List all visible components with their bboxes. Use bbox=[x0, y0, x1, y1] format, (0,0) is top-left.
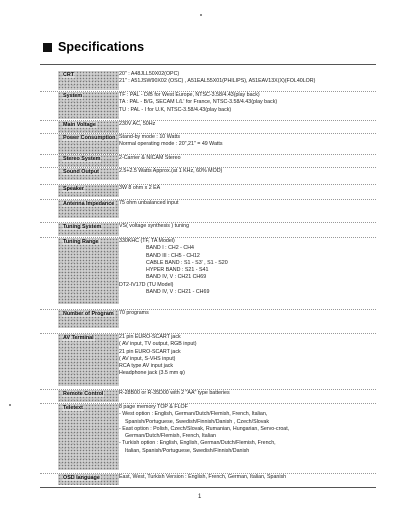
spec-row bbox=[40, 92, 376, 119]
spec-value-line: 2.5+2.5 Watts Approx.(at 1 KHz, 60% MOD) bbox=[119, 168, 223, 174]
spec-label-cell bbox=[58, 404, 119, 470]
spec-value-line: Italian, Spanish/Portuguese, Swedish/Finnish/Danish bbox=[125, 447, 250, 454]
scan-speck bbox=[200, 14, 202, 16]
spec-value-line: - East option : Polish, Czech/Slovak, Rumanian, Hungarian, Servo-croat, bbox=[119, 425, 290, 432]
spec-value-line: 3W 8 ohm x 2 EA bbox=[119, 185, 161, 191]
spec-value-line: - Turkish option : English, English, German/Dutch/Flemish, French, bbox=[119, 440, 276, 447]
spec-label-cell bbox=[58, 390, 119, 402]
spec-value-line: Normal operating mode : 20",21" = 49 Watts bbox=[119, 141, 223, 148]
spec-label: Tuning System bbox=[63, 224, 102, 230]
spec-value-line: 21 pin EURO-SCART jack bbox=[119, 348, 181, 355]
spec-label: Main Voltage bbox=[63, 122, 96, 128]
spec-value-line: 70 programs bbox=[119, 310, 149, 316]
top-rule bbox=[40, 64, 376, 65]
row-divider bbox=[40, 120, 376, 121]
spec-label: Antenna Impedance bbox=[63, 201, 115, 207]
spec-value-line: 21 pin EURO-SCART jack bbox=[119, 334, 181, 340]
spec-row bbox=[40, 121, 376, 133]
spec-label: Sound Output bbox=[63, 169, 99, 175]
spec-value-line: Spanish/Portuguese, Swedish/Finnish/Danish , Czech/Slovak bbox=[125, 418, 269, 425]
spec-value-line: 21" : A51JSW90X02 (OSC) , A51EAL55X01(PHILIPS), A51EAV13X(X)(FOL40LOR) bbox=[119, 78, 316, 85]
spec-label: CRT bbox=[63, 72, 75, 78]
spec-label-cell bbox=[58, 71, 119, 90]
spec-value-line: East, West, Turkish Version : English, French, German, Italian, Spanish bbox=[119, 474, 287, 480]
spec-label-cell bbox=[58, 134, 119, 154]
spec-value-line: 330KHC (TF, TA Model) bbox=[119, 238, 175, 244]
spec-values bbox=[119, 185, 160, 192]
spec-label-cell bbox=[58, 185, 119, 197]
spec-row bbox=[40, 185, 376, 197]
row-divider bbox=[40, 309, 376, 310]
page-number: 1 bbox=[198, 494, 202, 500]
spec-row bbox=[40, 334, 376, 386]
spec-label-cell bbox=[58, 155, 119, 167]
spec-row bbox=[40, 310, 376, 328]
spec-values bbox=[119, 121, 155, 128]
spec-label-cell bbox=[58, 310, 119, 328]
spec-label: Number of Program bbox=[63, 311, 114, 317]
spec-values bbox=[119, 310, 149, 317]
row-divider bbox=[40, 133, 376, 134]
spec-value-line: BAND IV, V : CH21 CH69 bbox=[146, 274, 207, 281]
spec-value-line: TA : PAL - B/G, SECAM L/L' for France, NTSC-3.58/4.43(play back) bbox=[119, 99, 278, 106]
spec-values bbox=[119, 474, 286, 481]
spec-label: System bbox=[63, 93, 83, 99]
spec-value-line: HYPER BAND : S21 - S41 bbox=[146, 267, 209, 274]
spec-value-line: - West option : English, German/Dutch/Flemish, French, Italian, bbox=[119, 411, 268, 418]
spec-row bbox=[40, 168, 376, 180]
spec-values bbox=[119, 71, 315, 86]
spec-value-line: BAND IV, V : CH21 - CH69 bbox=[146, 289, 210, 296]
spec-label-cell bbox=[58, 474, 119, 485]
spec-value-line: TU : PAL - I for U.K, NTSC-3.58/4.43(play back) bbox=[119, 106, 232, 113]
spec-value-line: ( AV input, S-VHS input) bbox=[119, 355, 176, 362]
spec-label-cell bbox=[58, 168, 119, 180]
spec-row bbox=[40, 404, 376, 470]
spec-values bbox=[119, 92, 277, 114]
row-divider bbox=[40, 222, 376, 223]
spec-values bbox=[119, 155, 181, 162]
spec-row bbox=[40, 390, 376, 402]
spec-row bbox=[40, 200, 376, 218]
spec-value-line: 2-Carrier & NICAM Stereo bbox=[119, 155, 181, 161]
spec-value-line: BAND I : CH2 - CH4 bbox=[146, 245, 194, 252]
spec-label-cell bbox=[58, 200, 119, 218]
spec-row bbox=[40, 474, 376, 485]
row-divider bbox=[40, 154, 376, 155]
spec-values bbox=[119, 334, 197, 378]
spec-label-cell bbox=[58, 121, 119, 133]
heading-bullet-icon bbox=[43, 43, 52, 52]
row-divider bbox=[40, 199, 376, 200]
row-divider bbox=[40, 167, 376, 168]
page-title: Specifications bbox=[58, 40, 145, 54]
spec-label-cell bbox=[58, 238, 119, 304]
spec-values bbox=[119, 404, 289, 455]
row-divider bbox=[40, 184, 376, 185]
spec-values bbox=[119, 200, 179, 207]
spec-value-line: BAND III : CH5 - CH12 bbox=[146, 252, 200, 259]
row-divider bbox=[40, 389, 376, 390]
spec-label: AV Terminal bbox=[63, 335, 94, 341]
spec-values bbox=[119, 168, 222, 175]
spec-value-line: German/Dutch/Flemish, French, Italian bbox=[125, 433, 216, 440]
spec-label: Power Consumption bbox=[63, 135, 116, 141]
row-divider bbox=[40, 237, 376, 238]
spec-values bbox=[119, 238, 228, 296]
spec-value-line: VS( voltage synthesis ) tuning bbox=[119, 223, 190, 229]
spec-values bbox=[119, 134, 223, 149]
spec-value-line: 8 page memory TOP & FLOF bbox=[119, 404, 188, 410]
spec-value-line: Stand-by mode : 10 Watts bbox=[119, 134, 181, 140]
spec-label: Stereo System bbox=[63, 156, 101, 162]
bottom-rule bbox=[40, 487, 376, 488]
spec-label: Tuning Range bbox=[63, 239, 99, 245]
row-divider bbox=[40, 333, 376, 334]
spec-value-line: R-28B00 or R-35D00 with 2 "AA" type batteries bbox=[119, 390, 230, 396]
scan-speck bbox=[9, 404, 11, 406]
spec-label: Remote Control bbox=[63, 391, 104, 397]
section-heading bbox=[43, 40, 144, 54]
spec-value-line: ( AV input, TV output, RGB input) bbox=[119, 341, 197, 348]
spec-row bbox=[40, 134, 376, 154]
spec-value-line: 75 ohm unbalanced input bbox=[119, 200, 179, 206]
spec-row bbox=[40, 223, 376, 236]
spec-value-line: 20" : A48JLL50X02(OPC) bbox=[119, 71, 180, 77]
row-divider bbox=[40, 91, 376, 92]
spec-values bbox=[119, 390, 230, 397]
row-divider bbox=[40, 473, 376, 474]
spec-label: Speaker bbox=[63, 186, 84, 192]
spec-label-cell bbox=[58, 334, 119, 386]
spec-value-line: RCA type AV input jack bbox=[119, 363, 174, 370]
spec-value-line: TF : PAL - D/B for West Europe, NTSC-3.58/4.43(play back) bbox=[119, 92, 260, 98]
spec-row bbox=[40, 155, 376, 167]
spec-value-line: 230V AC, 50Hz bbox=[119, 121, 156, 127]
spec-row bbox=[40, 238, 376, 304]
spec-label: OSD language bbox=[63, 475, 100, 481]
spec-label: Teletext bbox=[63, 405, 83, 411]
spec-values bbox=[119, 223, 189, 230]
spec-value-line: CABLE BAND : S1 - S3' , S1 - S20 bbox=[146, 259, 228, 266]
spec-value-line: DT2-IV17D (TU Model) bbox=[119, 281, 174, 288]
row-divider bbox=[40, 403, 376, 404]
spec-label-cell bbox=[58, 223, 119, 236]
spec-value-line: Headphone jack (3.5 mm φ) bbox=[119, 370, 185, 377]
spec-label-cell bbox=[58, 92, 119, 119]
spec-row bbox=[40, 71, 376, 90]
